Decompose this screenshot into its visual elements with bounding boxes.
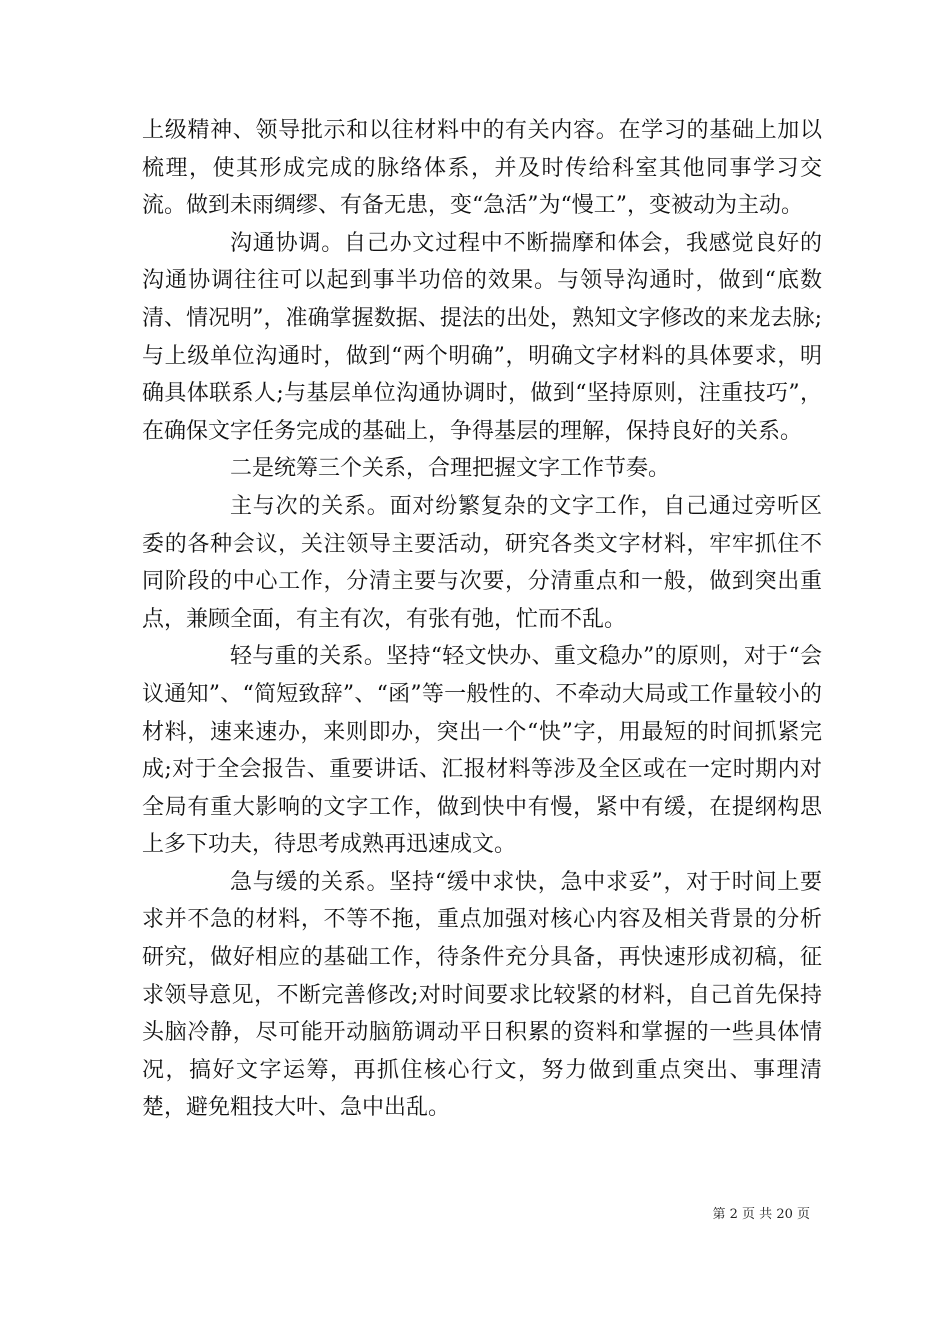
paragraph-light-heavy: 轻与重的关系。坚持“轻文快办、重文稳办”的原则，对于“会议通知”、“简短致辞”、“函”等一般性的、不牵动大局或工作量较小的材料，速来速办，来则即办，突出一个“快”字，用最短的时间抓紧完成;对于全会报告、重要讲话、汇报材料等涉及全区或在一定时期内对全局有重大影响的文字工作，做到快中有慢，紧中有缓，在提纲构思上多下功夫，待思考成熟再迅速成文。	[142, 644, 822, 858]
paragraph-primary-secondary: 主与次的关系。面对纷繁复杂的文字工作，自己通过旁听区委的各种会议，关注领导主要活动，研究各类文字材料，牢牢抓住不同阶段的中心工作，分清主要与次要，分清重点和一般，做到突出重点，兼顾全面，有主有次，有张有弛，忙而不乱。	[142, 493, 822, 632]
document-body	[142, 112, 822, 1127]
page-number-footer: 第 2 页 共 20 页	[712, 1207, 810, 1222]
paragraph-communication: 沟通协调。自己办文过程中不断揣摩和体会，我感觉良好的沟通协调往往可以起到事半功倍的效果。与领导沟通时，做到“底数清、情况明”，准确掌握数据、提法的出处，熟知文字修改的来龙去脉;与上级单位沟通时，做到“两个明确”，明确文字材料的具体要求，明确具体联系人;与基层单位沟通协调时，做到“坚持原则，注重技巧”，在确保文字任务完成的基础上，争得基层的理解，保持良好的关系。	[142, 230, 822, 444]
section-heading-three-relations: 二是统筹三个关系，合理把握文字工作节奏。	[230, 456, 671, 482]
paragraph-continuation: 上级精神、领导批示和以往材料中的有关内容。在学习的基础上加以梳理，使其形成完成的脉络体系，并及时传给科室其他同事学习交流。做到未雨绸缪、有备无患，变“急活”为“慢工”，变被动为主动。	[142, 118, 822, 219]
paragraph-urgent-slow: 急与缓的关系。坚持“缓中求快，急中求妥”，对于时间上要求并不急的材料，不等不拖，重点加强对核心内容及相关背景的分析研究，做好相应的基础工作，待条件充分具备，再快速形成初稿，征求领导意见，不断完善修改;对时间要求比较紧的材料，自己首先保持头脑冷静，尽可能开动脑筋调动平日积累的资料和掌握的一些具体情况，搞好文字运筹，再抓住核心行文，努力做到重点突出、事理清楚，避免粗技大叶、急中出乱。	[142, 869, 822, 1121]
